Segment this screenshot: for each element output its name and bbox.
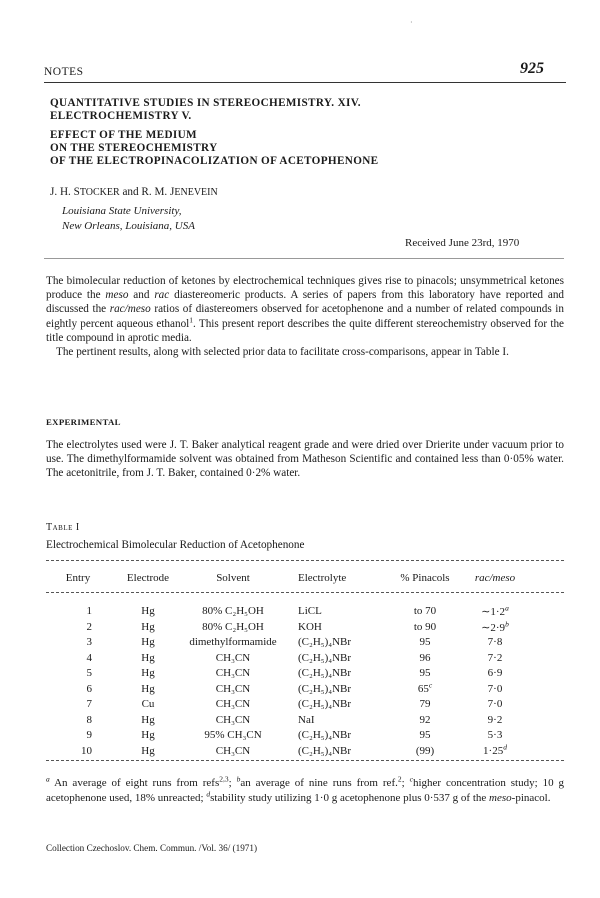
cell-electrolyte xyxy=(298,698,388,710)
cell-electrolyte xyxy=(298,621,388,633)
cell-solvent xyxy=(178,745,288,757)
title-line-5: OF THE ELECTROPINACOLIZATION OF ACETOPHENONE xyxy=(50,155,379,167)
table-caption: Electrochemical Bimolecular Reduction of Acetophenone xyxy=(46,539,305,551)
cell-electrolyte-text: (C₂H₅)₄NBr xyxy=(298,682,352,695)
table-bottom-rule xyxy=(46,760,564,761)
title-line-4: ON THE STEREOCHEMISTRY xyxy=(50,142,218,154)
cell-electrode xyxy=(133,714,163,726)
cell-solvent xyxy=(178,698,288,710)
experimental-heading: EXPERIMENTAL xyxy=(46,417,121,427)
header-rac-meso: rac/meso xyxy=(474,572,516,584)
cell-rac-meso xyxy=(465,729,525,741)
footnote-mark-d: d xyxy=(206,789,211,799)
intro-text: diastereomeric products. A series of papers from this laboratory have reported and discussed the xyxy=(46,289,565,316)
percent-sign: % xyxy=(524,453,534,466)
footnote-marker: a xyxy=(505,603,509,613)
cell-electrolyte-text: (C₂H₅)₄NBr xyxy=(298,651,352,664)
header-entry: Entry xyxy=(65,572,91,584)
experimental-sentence: The electrolytes used were J. T. Baker analytical reagent grade and were dried over Drierite under vacuum prior to use. The dimethylformamide solvent was obtained from Matheson Scientific and contained less than 0·05 xyxy=(46,439,564,466)
cell-pinacols-text: 95 xyxy=(419,729,431,741)
authors xyxy=(50,186,218,198)
cell-solvent xyxy=(178,667,288,679)
cell-rac-meso-text: 9·2 xyxy=(487,713,503,726)
cell-rac-meso-text: 7·0 xyxy=(487,698,503,710)
footnote-mark-b: b xyxy=(236,774,241,784)
cell-electrode-text: Hg xyxy=(141,713,155,726)
cell-rac-meso-text: 7·2 xyxy=(487,651,503,664)
table-footnotes xyxy=(46,776,564,806)
footnote-a: An average of eight runs from refs xyxy=(49,777,220,789)
cell-rac-meso xyxy=(465,741,525,757)
cell-electrolyte-text: NaI xyxy=(298,713,315,726)
cell-rac-meso xyxy=(465,652,525,664)
cell-electrolyte-text: LiCL xyxy=(298,605,322,617)
reference-mark: 1 xyxy=(189,314,194,324)
cell-electrolyte-text: (C₂H₅)₄NBr xyxy=(298,698,352,710)
cell-electrolyte-text: KOH xyxy=(298,620,322,633)
affiliation-university: Louisiana State University, xyxy=(62,205,182,217)
cell-solvent-text: CH₃CN xyxy=(215,744,251,757)
cell-pinacols-text: 96 xyxy=(419,651,431,664)
cell-electrode xyxy=(133,621,163,633)
cell-electrode xyxy=(133,636,163,648)
cell-entry-text: 3 xyxy=(86,636,92,648)
cell-entry xyxy=(66,745,92,757)
cell-pinacols-text: to 90 xyxy=(413,620,437,633)
cell-rac-meso-text: 5·3 xyxy=(487,729,503,741)
cell-pinacols xyxy=(395,698,455,710)
cell-electrode-text: Hg xyxy=(141,729,155,741)
cell-electrolyte-text: (C₂H₅)₄NBr xyxy=(298,744,352,757)
cell-pinacols xyxy=(395,636,455,648)
cell-entry-text: 6 xyxy=(86,682,92,695)
experimental-sentence: water. xyxy=(270,467,301,480)
cell-entry-text: 8 xyxy=(86,713,92,726)
separator-rule xyxy=(44,258,564,259)
authors-and: and xyxy=(119,186,142,198)
table-header-rule xyxy=(46,592,564,593)
cell-solvent-text: CH₃CN xyxy=(215,713,251,726)
cell-entry xyxy=(66,714,92,726)
title-line-3: EFFECT OF THE MEDIUM xyxy=(50,129,197,141)
cell-pinacols-text: 92 xyxy=(419,713,431,726)
footnote-a-refs: 2,3 xyxy=(219,774,229,784)
cell-pinacols xyxy=(395,714,455,726)
cell-solvent-text: 80% C₂H₅OH xyxy=(202,620,264,633)
header-electrolyte: Electrolyte xyxy=(298,572,347,584)
section-heading: NOTES xyxy=(44,66,84,78)
cell-pinacols-text: (99) xyxy=(415,744,435,757)
cell-solvent-text: CH₃CN xyxy=(215,698,251,710)
cell-electrode xyxy=(133,683,163,695)
cell-electrolyte xyxy=(298,683,388,695)
cell-electrode xyxy=(133,745,163,757)
footnote-separator: ; xyxy=(228,777,237,789)
cell-solvent xyxy=(178,683,288,695)
cell-electrode xyxy=(133,698,163,710)
intro-text: and xyxy=(128,289,155,302)
footnote-d: stability study utilizing 1·0 g acetophenone plus 0·537 g of the xyxy=(210,792,490,804)
cell-rac-meso-text: 7·8 xyxy=(487,636,503,648)
cell-electrolyte-text: (C₂H₅)₄NBr xyxy=(298,636,352,648)
cell-electrode-text: Hg xyxy=(141,636,155,648)
cell-pinacols-text: 95 xyxy=(419,636,431,648)
cell-entry xyxy=(66,729,92,741)
cell-entry xyxy=(66,698,92,710)
cell-electrolyte xyxy=(298,714,388,726)
cell-entry-text: 7 xyxy=(86,698,92,710)
rac-meso-term: rac/meso xyxy=(109,303,151,316)
cell-rac-meso-text: 6·9 xyxy=(487,667,503,679)
cell-solvent-text: CH₃CN xyxy=(215,651,251,664)
cell-electrolyte xyxy=(298,729,388,741)
cell-electrode-text: Hg xyxy=(141,651,155,664)
cell-solvent-text: 95% CH₃CN xyxy=(204,729,262,741)
cell-entry xyxy=(66,621,92,633)
meso-term: meso xyxy=(105,289,129,302)
header-pinacols: % Pinacols xyxy=(400,572,450,584)
cell-pinacols-text: 95 xyxy=(419,667,431,679)
cell-pinacols-text: 79 xyxy=(419,698,431,710)
table-top-rule xyxy=(46,560,564,561)
header-solvent: Solvent xyxy=(216,572,250,584)
cell-entry xyxy=(66,667,92,679)
cell-electrode-text: Cu xyxy=(141,698,155,710)
cell-solvent xyxy=(178,636,288,648)
footnote-marker: c xyxy=(428,679,433,689)
footnote-mark-c: c xyxy=(409,774,413,784)
header-rule xyxy=(44,82,566,83)
title-line-1: QUANTITATIVE STUDIES IN STEREOCHEMISTRY. XIV. xyxy=(50,97,361,109)
cell-pinacols xyxy=(395,667,455,679)
cell-pinacols xyxy=(395,652,455,664)
footnote-c: higher concentration study; 10 g acetophenone used, 18% unreacted; xyxy=(46,777,564,804)
cell-rac-meso xyxy=(465,605,525,618)
cell-pinacols xyxy=(395,745,455,757)
footnote-b-ref: 2 xyxy=(397,774,402,784)
cell-electrode xyxy=(133,667,163,679)
received-date: Received June 23rd, 1970 xyxy=(405,237,520,249)
cell-solvent xyxy=(178,729,288,741)
cell-entry xyxy=(66,605,92,617)
footnote-marker: b xyxy=(505,618,509,628)
footnote-mark-a: a xyxy=(46,774,50,784)
cell-electrode-text: Hg xyxy=(141,667,155,679)
percent-sign: % xyxy=(261,467,271,480)
cell-pinacols-text: to 70 xyxy=(413,605,437,617)
cell-rac-meso xyxy=(465,698,525,710)
intro-paragraph-2: The pertinent results, along with selected prior data to facilitate cross-comparisons, appear in Table I. xyxy=(56,346,509,359)
footnote-d-end: -pinacol. xyxy=(511,792,551,804)
affiliation-city: New Orleans, Louisiana, USA xyxy=(62,220,195,232)
intro-paragraph-1 xyxy=(46,274,564,345)
cell-entry xyxy=(66,636,92,648)
cell-entry xyxy=(66,683,92,695)
journal-citation: Collection Czechoslov. Chem. Commun. /Vol. 36/ (1971) xyxy=(46,843,258,853)
cell-solvent xyxy=(178,714,288,726)
cell-solvent xyxy=(178,652,288,664)
table-label: Table I xyxy=(46,522,80,533)
cell-entry-text: 4 xyxy=(86,651,92,664)
footnote-separator: ; xyxy=(401,777,410,789)
cell-solvent-text: dimethylformamide xyxy=(189,636,277,648)
cell-rac-meso-text: ∼2·9 xyxy=(481,621,506,634)
cell-entry-text: 10 xyxy=(81,744,92,757)
cell-solvent xyxy=(178,605,288,617)
cell-electrolyte xyxy=(298,745,388,757)
cell-electrolyte xyxy=(298,667,388,679)
author-2-initials: R. M. J xyxy=(141,186,175,198)
cell-pinacols-text: 65 xyxy=(417,682,429,695)
cell-electrode-text: Hg xyxy=(141,620,155,633)
page-number: 925 xyxy=(520,60,544,77)
cell-rac-meso-text: 7·0 xyxy=(487,682,503,695)
cell-entry-text: 5 xyxy=(86,667,92,679)
cell-electrolyte xyxy=(298,605,388,617)
cell-pinacols xyxy=(395,679,455,695)
introduction xyxy=(46,274,564,359)
cell-solvent-text: 80% C₂H₅OH xyxy=(202,605,264,617)
cell-rac-meso xyxy=(465,618,525,634)
footnote-d-meso: meso xyxy=(489,792,512,804)
cell-rac-meso xyxy=(465,714,525,726)
footnote-b: an average of nine runs from ref. xyxy=(240,777,398,789)
author-2-surname: ENEVEIN xyxy=(174,187,218,198)
cell-electrolyte xyxy=(298,636,388,648)
experimental-sentence: water. The acetonitrile, from J. T. Baker, contained 0·2 xyxy=(46,453,564,480)
intro-text: . This present report describes the quite different stereochemistry observed for the title compound in aprotic media. xyxy=(46,317,564,344)
header-electrode: Electrode xyxy=(126,572,170,584)
cell-electrolyte xyxy=(298,652,388,664)
stray-mark: · xyxy=(410,18,413,27)
cell-electrolyte-text: (C₂H₅)₄NBr xyxy=(298,729,352,741)
cell-electrode-text: Hg xyxy=(141,682,155,695)
cell-electrode-text: Hg xyxy=(141,744,155,757)
cell-electrode xyxy=(133,652,163,664)
cell-pinacols xyxy=(395,621,455,633)
cell-entry-text: 2 xyxy=(86,620,92,633)
cell-solvent-text: CH₃CN xyxy=(215,667,251,679)
cell-solvent xyxy=(178,621,288,633)
cell-entry xyxy=(66,652,92,664)
cell-rac-meso-text: 1·25 xyxy=(483,744,504,757)
cell-rac-meso xyxy=(465,683,525,695)
cell-pinacols xyxy=(395,605,455,617)
cell-entry-text: 9 xyxy=(86,729,92,741)
footnote-marker: d xyxy=(503,741,507,751)
cell-rac-meso-text: ∼1·2 xyxy=(481,606,506,618)
cell-solvent-text: CH₃CN xyxy=(215,682,251,695)
cell-electrode-text: Hg xyxy=(141,605,155,617)
cell-rac-meso xyxy=(465,636,525,648)
intro-text: The bimolecular reduction of ketones by electrochemical techniques gives rise to pinacols; unsymmetrical ketones produce the xyxy=(46,275,564,302)
cell-electrode xyxy=(133,605,163,617)
cell-pinacols xyxy=(395,729,455,741)
experimental-text xyxy=(46,438,564,481)
cell-entry-text: 1 xyxy=(86,605,92,617)
rac-term: rac xyxy=(154,289,170,302)
cell-rac-meso xyxy=(465,667,525,679)
intro-text: ratios of diastereomers observed for acetophenone and a number of related compounds in eightly percent aqueous ethanol xyxy=(46,303,564,330)
title-line-2: ELECTROCHEMISTRY V. xyxy=(50,110,192,122)
cell-electrode xyxy=(133,729,163,741)
author-1-surname: TOCKER xyxy=(79,187,120,198)
author-1-initials: J. H. S xyxy=(50,186,80,198)
cell-electrolyte-text: (C₂H₅)₄NBr xyxy=(298,667,352,679)
